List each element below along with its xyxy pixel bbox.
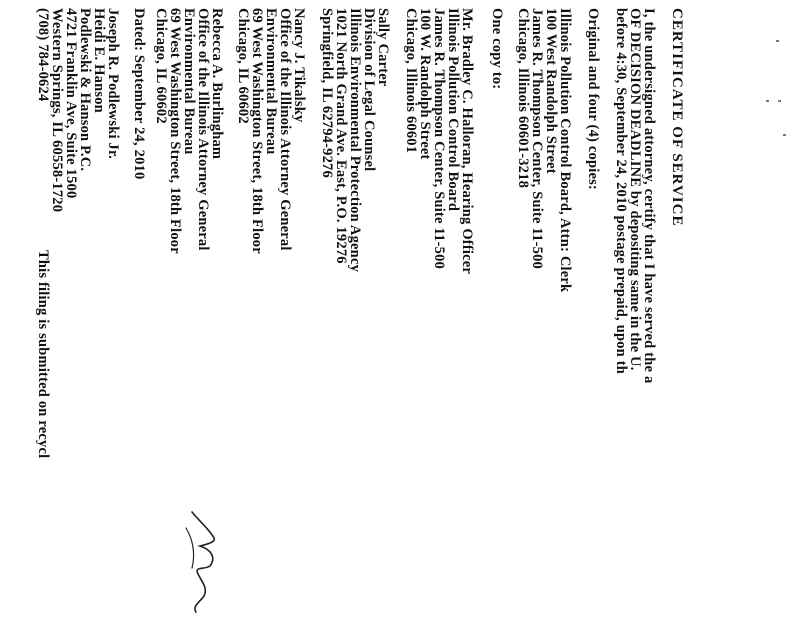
recipient-line: 69 West Washington Street, 18th Floor xyxy=(167,8,183,254)
intro-line: before 4:30, September 24, 2010 postage prepaid, upon th xyxy=(613,8,629,375)
scan-speck xyxy=(766,100,769,102)
recipient-line: Illinois Pollution Control Board xyxy=(445,8,461,212)
original-address-line: Chicago, Illinois 60601-3218 xyxy=(515,8,531,189)
sender-line: Heidi E. Hanson xyxy=(91,8,107,113)
original-address-line: Illinois Pollution Control Board, Attn: Clerk xyxy=(557,8,573,293)
recipient-line: Division of Legal Counsel xyxy=(361,8,377,172)
recipient-line: Environmental Bureau xyxy=(263,8,279,155)
recipient-line: Sally Carter xyxy=(375,8,391,87)
sender-line: (708) 784-0624 xyxy=(35,8,51,102)
recycled-paper-note: This filing is submitted on recycl xyxy=(35,250,51,459)
dated-line: Dated: September 24, 2010 xyxy=(131,8,147,180)
scan-speck xyxy=(783,134,786,136)
recipient-line: Springfield, IL 62794-9276 xyxy=(319,8,335,178)
recipient-line: Mr. Bradley C. Halloran, Hearing Officer xyxy=(459,8,475,274)
original-address-line: James R. Thompson Center, Suite 11-500 xyxy=(529,8,545,269)
intro-line: I, the undersigned attorney, certify that I have served the a xyxy=(641,8,657,384)
recipient-line: Chicago, IL 60602 xyxy=(153,8,169,124)
recipient-line: Office of the Illinois Attorney General xyxy=(195,8,211,251)
recipient-line: 1021 North Grand Ave. East, P.O. 19276 xyxy=(333,8,349,264)
scan-speck xyxy=(776,40,779,42)
scan-speck xyxy=(778,100,781,102)
sender-line: Western Springs, IL 60558-1720 xyxy=(49,8,65,213)
sender-line: Joseph R. Podlewski Jr. xyxy=(105,8,121,160)
recipient-line: Office of the Illinois Attorney General xyxy=(277,8,293,251)
sender-line: Podlewski & Hanson P.C. xyxy=(77,8,93,172)
rotated-document xyxy=(35,8,685,618)
recipient-line: Illinois Environmental Protection Agency xyxy=(347,8,363,273)
recipient-line: Chicago, IL 60602 xyxy=(235,8,251,124)
intro-line: OF DECISION DEADLINE by depositing same in the U. xyxy=(627,8,643,371)
original-address-line: 100 West Randolph Street xyxy=(543,8,559,174)
recipient-line: 100 W. Randolph Street xyxy=(417,8,433,160)
recipient-line: Chicago, Illinois 60601 xyxy=(403,8,419,154)
certificate-title: CERTIFICATE OF SERVICE xyxy=(669,8,685,227)
recipient-line: Rebecca A. Burlingham xyxy=(209,8,225,160)
original-copies-label: Original and four (4) copies: xyxy=(585,8,601,190)
one-copy-label: One copy to: xyxy=(489,8,505,90)
recipient-line: Nancy J. Tikalsky xyxy=(291,8,307,123)
recipient-line: Environmental Bureau xyxy=(181,8,197,155)
signature xyxy=(182,508,222,618)
recipient-line: 69 West Washington Street, 18th Floor xyxy=(249,8,265,254)
sender-line: 4721 Franklin Ave, Suite 1500 xyxy=(63,8,79,199)
recipient-line: James R. Thompson Center, Suite 11-500 xyxy=(431,8,447,269)
